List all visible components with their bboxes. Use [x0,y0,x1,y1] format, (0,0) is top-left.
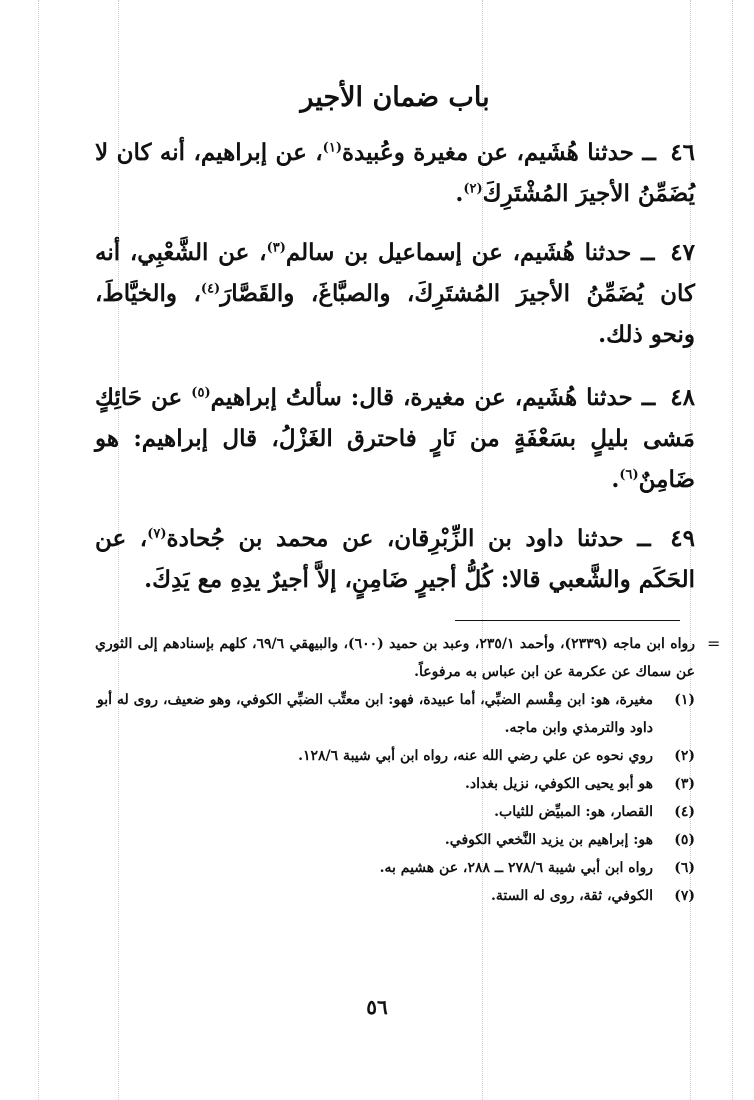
hadith-49 [95,518,695,600]
hadith-text: ، عن إبراهيم، أنه كان لا يُضَمِّنُ الأجيرَ المُشْتَرِكَ [95,139,695,207]
footnote-ref: (٣) [266,240,286,256]
chapter-title: باب ضمان الأجير [300,82,490,113]
footnote-number: (٣) [674,776,695,792]
footnote-number: (١) [674,692,695,708]
hadith-text: . [611,466,620,493]
footnote-ref: (٦) [619,467,639,483]
footnote-continuation: رواه ابن ماجه (٢٣٣٩)، وأحمد ٢٣٥/١، وعبد بن حميد (٦٠٠)، والبيهقي ٦٩/٦، كلهم بإسنادهم إلى الثوري عن سماك عن عكرمة عن ابن عباس به مرفوعاً. [95,636,696,680]
hadith-47 [95,232,695,355]
hadith-number: ٤٩ [670,525,695,552]
footnote-number: (٢) [674,748,695,764]
footnote-number: (٤) [674,804,695,820]
footnote-text: الكوفي، ثقة، روى له الستة. [491,888,653,904]
hadith-text: عن حَائِكٍ مَشى بليلٍ بسَعْفَةٍ من نَارٍ فاحترق الغَزْلُ، قال إبراهيم: هو ضَامِنٌ [95,384,695,493]
footnote-text: القصار، هو: المبيِّض للثياب. [494,804,653,820]
footnote-ref: (٢) [463,181,483,197]
footnote-4 [95,798,695,826]
hadith-text: ــ حدثنا هُشَيم، عن مغيرة وعُبيدة [341,139,656,166]
footnote-number: (٧) [674,888,695,904]
footnote-ref: (٧) [147,526,167,542]
footnote-text: مغيرة، هو: ابن مِقْسم الضبِّي، أما عبيدة، فهو: ابن معتِّب الضبِّي الكوفي، وهو ضعيف، روى له أبو داود والترمذي وابن ماجه. [97,692,653,736]
hadith-number: ٤٧ [670,239,695,266]
footnote-text: هو أبو يحيى الكوفي، نزيل بغداد. [465,776,653,792]
footnote-6 [95,854,695,882]
hadith-text: ، والخيَّاطَ، ونحو ذلك. [95,280,695,348]
page-number: ٥٦ [366,995,388,1019]
continuation-mark: = [707,634,721,653]
footnote-ref: (٥) [191,385,211,401]
footnote-3 [95,770,695,798]
hadith-text: . [455,180,464,207]
footnote-5 [95,826,695,854]
footnote-text: رواه ابن أبي شيبة ٢٧٨/٦ ــ ٢٨٨، عن هشيم به. [379,860,653,876]
hadith-text: ــ حدثنا هُشَيم، عن مغيرة، قال: سألتُ إبراهيم [210,384,656,411]
hadith-number: ٤٨ [670,384,696,411]
scan-artifact-line [732,0,733,1100]
footnote-1 [95,686,695,742]
footnotes [95,630,695,910]
footnote-number: (٥) [674,832,695,848]
footnote-7 [95,882,695,910]
hadith-number: ٤٦ [670,139,695,166]
footnote-ref: (٤) [200,281,221,297]
footnote-ref: (١) [322,140,342,156]
footnote-number: (٦) [674,860,695,876]
footnote-text: روي نحوه عن علي رضي الله عنه، رواه ابن أبي شيبة ١٢٨/٦. [298,748,653,764]
hadith-text: ، عن الحَكَم والشَّعبي قالا: كُلُّ أجيرٍ ضَامِنٍ، إلاَّ أجيرٌ يدِهِ مع يَدِكَ. [95,525,695,593]
hadith-48 [95,377,695,500]
hadith-text: ــ حدثنا داود بن الزِّبْرِقان، عن محمد بن جُحادة [166,525,651,552]
hadith-46 [95,132,695,214]
scan-artifact-line [38,0,39,1100]
footnote-2 [95,742,695,770]
footnote-text: هو: إبراهيم بن يزيد النَّخعي الكوفي. [444,832,653,848]
hadith-text: ، عن الشَّعْبِي، أنه كان يُضَمِّنُ الأجيرَ المُشتَرِكَ، والصبَّاغَ، والقَصَّارَ [95,239,695,307]
hadith-text: ــ حدثنا هُشَيم، عن إسماعيل بن سالم [285,239,655,266]
footnote-divider [455,620,680,621]
